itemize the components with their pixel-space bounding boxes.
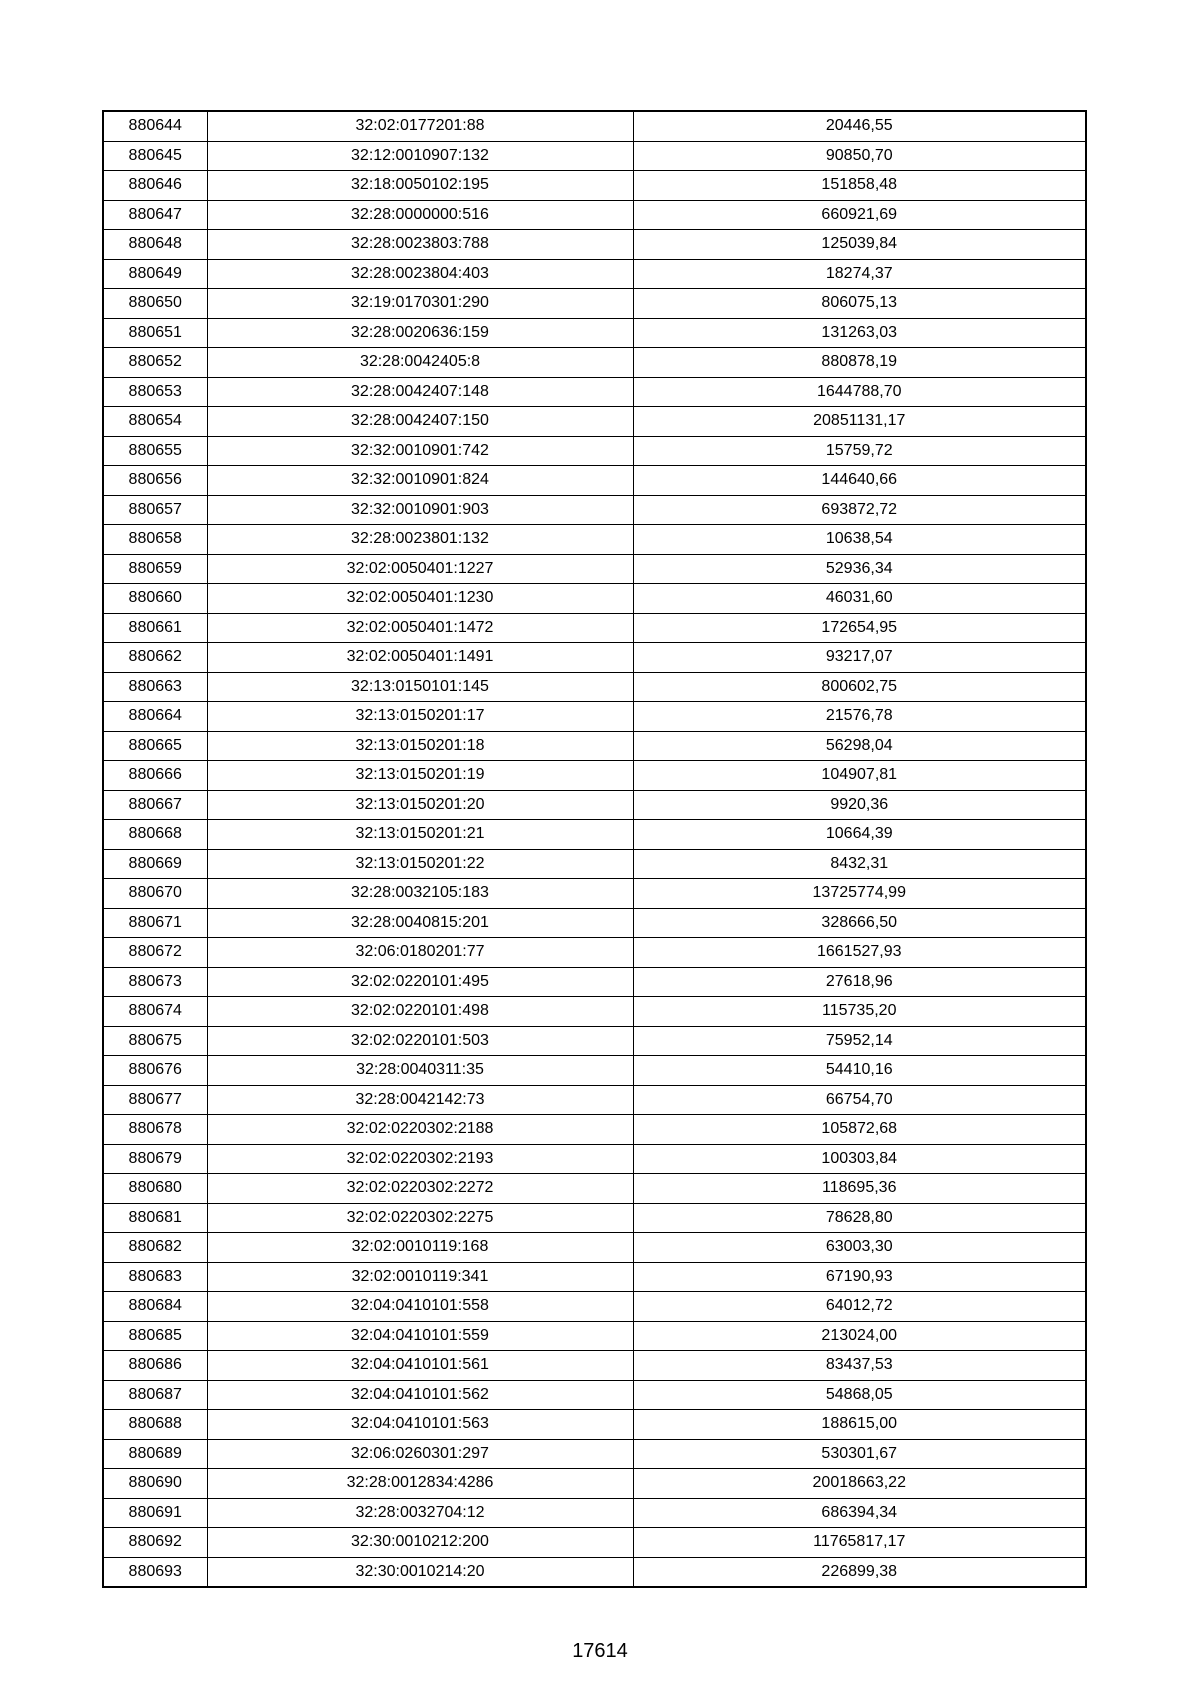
table-row bbox=[103, 1026, 1086, 1056]
table-row bbox=[103, 1439, 1086, 1469]
table-row bbox=[103, 1528, 1086, 1558]
value-cell: 328666,50 bbox=[633, 908, 1086, 938]
value-cell: 115735,20 bbox=[633, 997, 1086, 1027]
row-number-cell: 880672 bbox=[103, 938, 207, 968]
cadastral-number-cell: 32:28:0042407:148 bbox=[207, 377, 633, 407]
value-cell: 530301,67 bbox=[633, 1439, 1086, 1469]
table-row bbox=[103, 348, 1086, 378]
value-cell: 105872,68 bbox=[633, 1115, 1086, 1145]
row-number-cell: 880673 bbox=[103, 967, 207, 997]
row-number-cell: 880658 bbox=[103, 525, 207, 555]
table-row bbox=[103, 879, 1086, 909]
cadastral-number-cell: 32:13:0150101:145 bbox=[207, 672, 633, 702]
table-row bbox=[103, 908, 1086, 938]
cadastral-number-cell: 32:19:0170301:290 bbox=[207, 289, 633, 319]
row-number-cell: 880665 bbox=[103, 731, 207, 761]
row-number-cell: 880651 bbox=[103, 318, 207, 348]
value-cell: 10638,54 bbox=[633, 525, 1086, 555]
table-row bbox=[103, 1380, 1086, 1410]
value-cell: 226899,38 bbox=[633, 1557, 1086, 1587]
cadastral-number-cell: 32:02:0010119:341 bbox=[207, 1262, 633, 1292]
value-cell: 54410,16 bbox=[633, 1056, 1086, 1086]
table-body bbox=[103, 111, 1086, 1587]
cadastral-number-cell: 32:28:0020636:159 bbox=[207, 318, 633, 348]
value-cell: 213024,00 bbox=[633, 1321, 1086, 1351]
row-number-cell: 880661 bbox=[103, 613, 207, 643]
table-row bbox=[103, 259, 1086, 289]
row-number-cell: 880664 bbox=[103, 702, 207, 732]
value-cell: 13725774,99 bbox=[633, 879, 1086, 909]
value-cell: 125039,84 bbox=[633, 230, 1086, 260]
value-cell: 15759,72 bbox=[633, 436, 1086, 466]
row-number-cell: 880693 bbox=[103, 1557, 207, 1587]
table-row bbox=[103, 820, 1086, 850]
row-number-cell: 880691 bbox=[103, 1498, 207, 1528]
table-row bbox=[103, 997, 1086, 1027]
row-number-cell: 880657 bbox=[103, 495, 207, 525]
cadastral-number-cell: 32:04:0410101:558 bbox=[207, 1292, 633, 1322]
cadastral-number-cell: 32:02:0220101:503 bbox=[207, 1026, 633, 1056]
value-cell: 806075,13 bbox=[633, 289, 1086, 319]
value-cell: 20446,55 bbox=[633, 111, 1086, 141]
table-row bbox=[103, 318, 1086, 348]
table-row bbox=[103, 1498, 1086, 1528]
cadastral-number-cell: 32:28:0032704:12 bbox=[207, 1498, 633, 1528]
table-row bbox=[103, 525, 1086, 555]
cadastral-number-cell: 32:28:0040815:201 bbox=[207, 908, 633, 938]
cadastral-number-cell: 32:28:0032105:183 bbox=[207, 879, 633, 909]
value-cell: 151858,48 bbox=[633, 171, 1086, 201]
value-cell: 131263,03 bbox=[633, 318, 1086, 348]
cadastral-number-cell: 32:04:0410101:563 bbox=[207, 1410, 633, 1440]
cadastral-number-cell: 32:02:0177201:88 bbox=[207, 111, 633, 141]
value-cell: 78628,80 bbox=[633, 1203, 1086, 1233]
row-number-cell: 880692 bbox=[103, 1528, 207, 1558]
table-row bbox=[103, 1144, 1086, 1174]
row-number-cell: 880649 bbox=[103, 259, 207, 289]
table-row bbox=[103, 643, 1086, 673]
cadastral-number-cell: 32:18:0050102:195 bbox=[207, 171, 633, 201]
table-row bbox=[103, 1262, 1086, 1292]
row-number-cell: 880685 bbox=[103, 1321, 207, 1351]
cadastral-number-cell: 32:04:0410101:559 bbox=[207, 1321, 633, 1351]
row-number-cell: 880659 bbox=[103, 554, 207, 584]
row-number-cell: 880683 bbox=[103, 1262, 207, 1292]
cadastral-number-cell: 32:13:0150201:21 bbox=[207, 820, 633, 850]
row-number-cell: 880653 bbox=[103, 377, 207, 407]
row-number-cell: 880678 bbox=[103, 1115, 207, 1145]
value-cell: 144640,66 bbox=[633, 466, 1086, 496]
value-cell: 880878,19 bbox=[633, 348, 1086, 378]
row-number-cell: 880680 bbox=[103, 1174, 207, 1204]
cadastral-number-cell: 32:28:0042405:8 bbox=[207, 348, 633, 378]
value-cell: 800602,75 bbox=[633, 672, 1086, 702]
value-cell: 20851131,17 bbox=[633, 407, 1086, 437]
table-row bbox=[103, 289, 1086, 319]
value-cell: 104907,81 bbox=[633, 761, 1086, 791]
row-number-cell: 880646 bbox=[103, 171, 207, 201]
row-number-cell: 880675 bbox=[103, 1026, 207, 1056]
cadastral-number-cell: 32:02:0220101:495 bbox=[207, 967, 633, 997]
row-number-cell: 880677 bbox=[103, 1085, 207, 1115]
row-number-cell: 880681 bbox=[103, 1203, 207, 1233]
value-cell: 56298,04 bbox=[633, 731, 1086, 761]
cadastral-number-cell: 32:02:0050401:1230 bbox=[207, 584, 633, 614]
cadastral-number-cell: 32:04:0410101:561 bbox=[207, 1351, 633, 1381]
row-number-cell: 880647 bbox=[103, 200, 207, 230]
cadastral-value-table bbox=[102, 110, 1087, 1588]
table-row bbox=[103, 1321, 1086, 1351]
table-row bbox=[103, 1233, 1086, 1263]
cadastral-number-cell: 32:28:0000000:516 bbox=[207, 200, 633, 230]
table-row bbox=[103, 1115, 1086, 1145]
cadastral-number-cell: 32:02:0220302:2188 bbox=[207, 1115, 633, 1145]
row-number-cell: 880644 bbox=[103, 111, 207, 141]
table-row bbox=[103, 377, 1086, 407]
table-row bbox=[103, 584, 1086, 614]
value-cell: 9920,36 bbox=[633, 790, 1086, 820]
row-number-cell: 880679 bbox=[103, 1144, 207, 1174]
table-row bbox=[103, 141, 1086, 171]
value-cell: 83437,53 bbox=[633, 1351, 1086, 1381]
table-row bbox=[103, 1469, 1086, 1499]
value-cell: 52936,34 bbox=[633, 554, 1086, 584]
table-row bbox=[103, 938, 1086, 968]
value-cell: 188615,00 bbox=[633, 1410, 1086, 1440]
row-number-cell: 880682 bbox=[103, 1233, 207, 1263]
row-number-cell: 880654 bbox=[103, 407, 207, 437]
row-number-cell: 880666 bbox=[103, 761, 207, 791]
value-cell: 1644788,70 bbox=[633, 377, 1086, 407]
cadastral-number-cell: 32:02:0220101:498 bbox=[207, 997, 633, 1027]
table-row bbox=[103, 436, 1086, 466]
row-number-cell: 880669 bbox=[103, 849, 207, 879]
cadastral-number-cell: 32:28:0040311:35 bbox=[207, 1056, 633, 1086]
cadastral-number-cell: 32:30:0010214:20 bbox=[207, 1557, 633, 1587]
table-row bbox=[103, 967, 1086, 997]
value-cell: 100303,84 bbox=[633, 1144, 1086, 1174]
table-row bbox=[103, 1410, 1086, 1440]
row-number-cell: 880684 bbox=[103, 1292, 207, 1322]
row-number-cell: 880667 bbox=[103, 790, 207, 820]
cadastral-number-cell: 32:28:0012834:4286 bbox=[207, 1469, 633, 1499]
cadastral-number-cell: 32:13:0150201:17 bbox=[207, 702, 633, 732]
row-number-cell: 880662 bbox=[103, 643, 207, 673]
table-row bbox=[103, 171, 1086, 201]
row-number-cell: 880687 bbox=[103, 1380, 207, 1410]
table-row bbox=[103, 1292, 1086, 1322]
table-row bbox=[103, 702, 1086, 732]
value-cell: 46031,60 bbox=[633, 584, 1086, 614]
cadastral-number-cell: 32:13:0150201:20 bbox=[207, 790, 633, 820]
value-cell: 27618,96 bbox=[633, 967, 1086, 997]
row-number-cell: 880671 bbox=[103, 908, 207, 938]
table-row bbox=[103, 613, 1086, 643]
cadastral-number-cell: 32:13:0150201:22 bbox=[207, 849, 633, 879]
row-number-cell: 880674 bbox=[103, 997, 207, 1027]
table-row bbox=[103, 495, 1086, 525]
table-row bbox=[103, 111, 1086, 141]
row-number-cell: 880656 bbox=[103, 466, 207, 496]
row-number-cell: 880660 bbox=[103, 584, 207, 614]
cadastral-number-cell: 32:06:0180201:77 bbox=[207, 938, 633, 968]
value-cell: 10664,39 bbox=[633, 820, 1086, 850]
value-cell: 11765817,17 bbox=[633, 1528, 1086, 1558]
table-row bbox=[103, 554, 1086, 584]
value-cell: 118695,36 bbox=[633, 1174, 1086, 1204]
table-row bbox=[103, 790, 1086, 820]
cadastral-number-cell: 32:02:0220302:2275 bbox=[207, 1203, 633, 1233]
value-cell: 90850,70 bbox=[633, 141, 1086, 171]
value-cell: 21576,78 bbox=[633, 702, 1086, 732]
cadastral-number-cell: 32:28:0042407:150 bbox=[207, 407, 633, 437]
row-number-cell: 880686 bbox=[103, 1351, 207, 1381]
row-number-cell: 880676 bbox=[103, 1056, 207, 1086]
value-cell: 172654,95 bbox=[633, 613, 1086, 643]
cadastral-number-cell: 32:30:0010212:200 bbox=[207, 1528, 633, 1558]
table-row bbox=[103, 1056, 1086, 1086]
row-number-cell: 880650 bbox=[103, 289, 207, 319]
row-number-cell: 880689 bbox=[103, 1439, 207, 1469]
value-cell: 54868,05 bbox=[633, 1380, 1086, 1410]
cadastral-number-cell: 32:28:0042142:73 bbox=[207, 1085, 633, 1115]
table-row bbox=[103, 407, 1086, 437]
table-row bbox=[103, 731, 1086, 761]
cadastral-number-cell: 32:32:0010901:903 bbox=[207, 495, 633, 525]
cadastral-number-cell: 32:02:0220302:2193 bbox=[207, 1144, 633, 1174]
page-number: 17614 bbox=[572, 1640, 628, 1662]
value-cell: 686394,34 bbox=[633, 1498, 1086, 1528]
table-row bbox=[103, 761, 1086, 791]
value-cell: 67190,93 bbox=[633, 1262, 1086, 1292]
row-number-cell: 880690 bbox=[103, 1469, 207, 1499]
value-cell: 75952,14 bbox=[633, 1026, 1086, 1056]
row-number-cell: 880668 bbox=[103, 820, 207, 850]
value-cell: 66754,70 bbox=[633, 1085, 1086, 1115]
cadastral-number-cell: 32:02:0050401:1491 bbox=[207, 643, 633, 673]
table-row bbox=[103, 1351, 1086, 1381]
value-cell: 64012,72 bbox=[633, 1292, 1086, 1322]
table-row bbox=[103, 1085, 1086, 1115]
value-cell: 20018663,22 bbox=[633, 1469, 1086, 1499]
cadastral-number-cell: 32:02:0050401:1227 bbox=[207, 554, 633, 584]
cadastral-number-cell: 32:13:0150201:19 bbox=[207, 761, 633, 791]
cadastral-number-cell: 32:12:0010907:132 bbox=[207, 141, 633, 171]
value-cell: 1661527,93 bbox=[633, 938, 1086, 968]
cadastral-number-cell: 32:06:0260301:297 bbox=[207, 1439, 633, 1469]
cadastral-number-cell: 32:02:0050401:1472 bbox=[207, 613, 633, 643]
table-row bbox=[103, 1557, 1086, 1587]
row-number-cell: 880663 bbox=[103, 672, 207, 702]
cadastral-number-cell: 32:02:0220302:2272 bbox=[207, 1174, 633, 1204]
value-cell: 63003,30 bbox=[633, 1233, 1086, 1263]
row-number-cell: 880655 bbox=[103, 436, 207, 466]
cadastral-number-cell: 32:02:0010119:168 bbox=[207, 1233, 633, 1263]
row-number-cell: 880688 bbox=[103, 1410, 207, 1440]
table-row bbox=[103, 200, 1086, 230]
table-row bbox=[103, 1174, 1086, 1204]
table-row bbox=[103, 849, 1086, 879]
table-row bbox=[103, 466, 1086, 496]
value-cell: 93217,07 bbox=[633, 643, 1086, 673]
cadastral-number-cell: 32:32:0010901:742 bbox=[207, 436, 633, 466]
table-row bbox=[103, 1203, 1086, 1233]
cadastral-number-cell: 32:13:0150201:18 bbox=[207, 731, 633, 761]
cadastral-number-cell: 32:32:0010901:824 bbox=[207, 466, 633, 496]
row-number-cell: 880652 bbox=[103, 348, 207, 378]
cadastral-number-cell: 32:28:0023801:132 bbox=[207, 525, 633, 555]
row-number-cell: 880645 bbox=[103, 141, 207, 171]
cadastral-number-cell: 32:04:0410101:562 bbox=[207, 1380, 633, 1410]
row-number-cell: 880648 bbox=[103, 230, 207, 260]
value-cell: 18274,37 bbox=[633, 259, 1086, 289]
value-cell: 693872,72 bbox=[633, 495, 1086, 525]
row-number-cell: 880670 bbox=[103, 879, 207, 909]
table-row bbox=[103, 230, 1086, 260]
table-row bbox=[103, 672, 1086, 702]
cadastral-number-cell: 32:28:0023803:788 bbox=[207, 230, 633, 260]
value-cell: 8432,31 bbox=[633, 849, 1086, 879]
value-cell: 660921,69 bbox=[633, 200, 1086, 230]
cadastral-number-cell: 32:28:0023804:403 bbox=[207, 259, 633, 289]
